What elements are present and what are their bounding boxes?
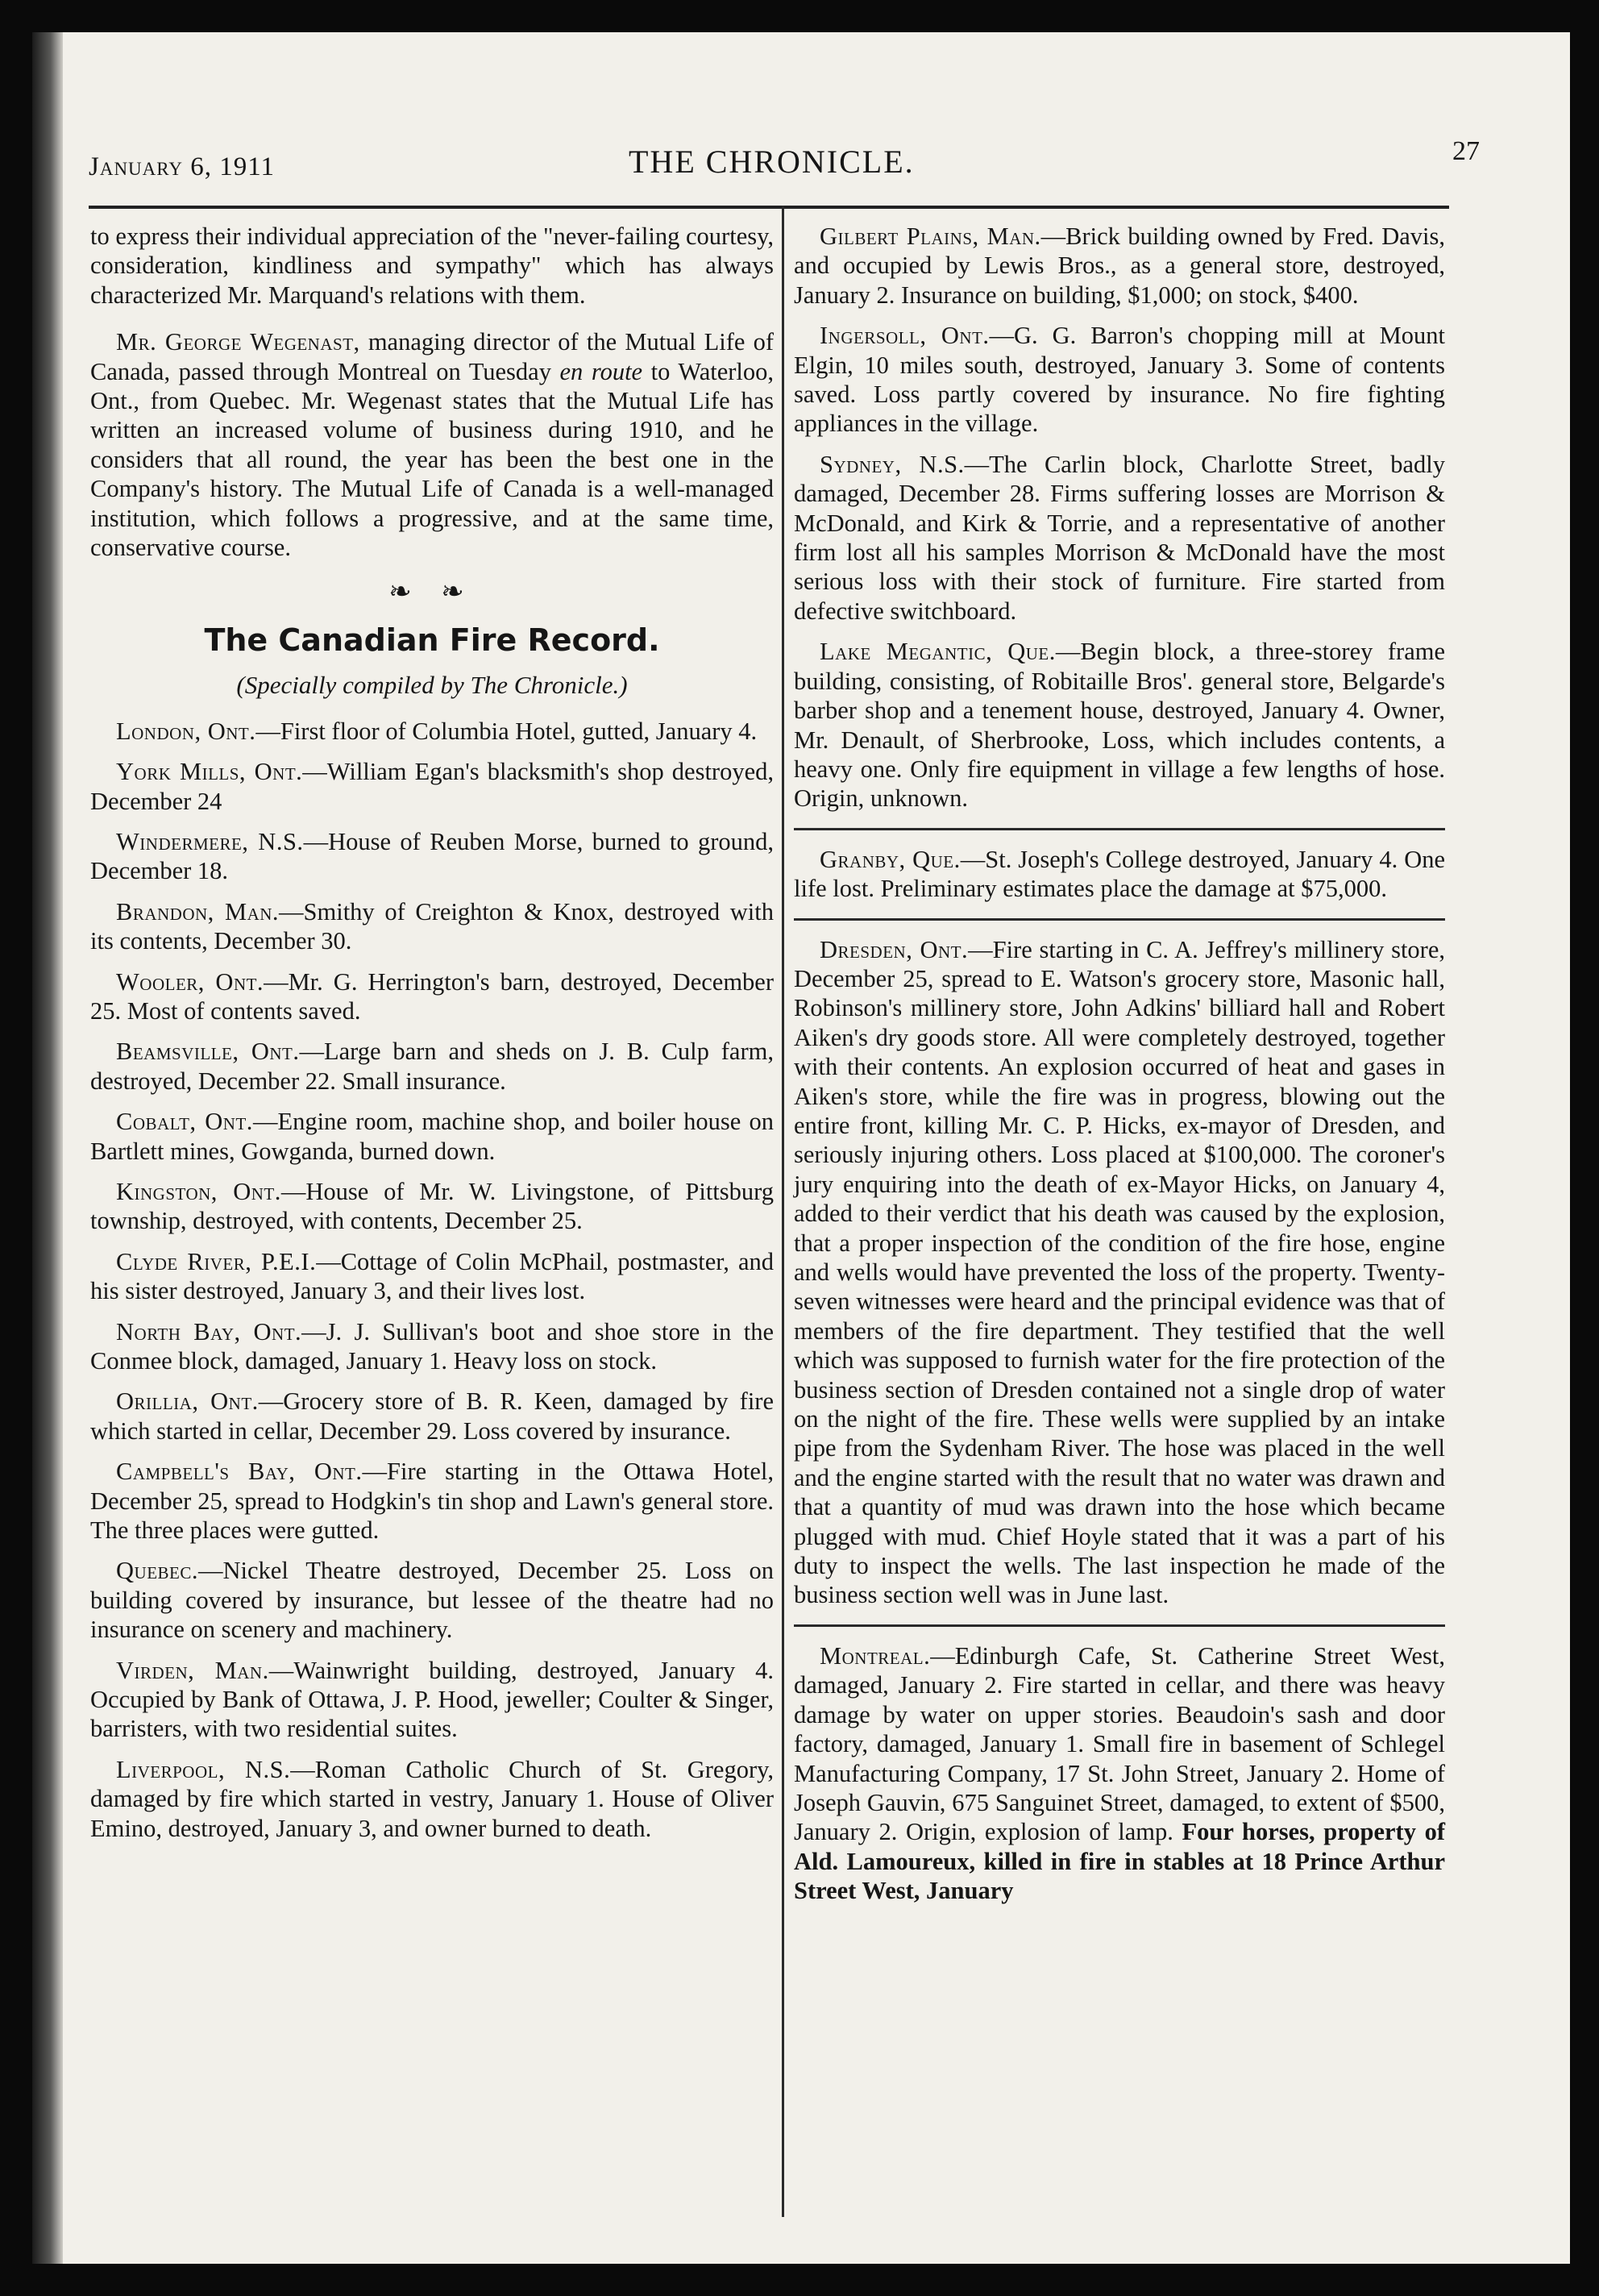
entry-place: Orillia, Ont. bbox=[116, 1387, 259, 1416]
section-title: The Canadian Fire Record. bbox=[204, 622, 660, 658]
entry-text: —The Carlin block, Charlotte Street, badly damaged, December 28. Firms suffering losses are Morrison & McDonald, and Kirk & Torrie, and a representative of another firm lost all his samples Morrison & McDonald have the most serious loss with their stock of furniture. Fire started from defective switchboard. bbox=[794, 450, 1445, 625]
fire-entry bbox=[90, 1387, 774, 1445]
fire-entry bbox=[90, 1656, 774, 1744]
fire-entry bbox=[90, 1755, 774, 1843]
header-title: THE CHRONICLE. bbox=[629, 144, 915, 180]
entry-text: —Smithy of Creighton & Knox, destroyed with its contents, December 30. bbox=[90, 897, 774, 955]
entry-place: Clyde River, P.E.I. bbox=[116, 1247, 317, 1275]
fire-entry bbox=[90, 1317, 774, 1376]
left-column bbox=[90, 222, 774, 1854]
section-subtitle: (Specially compiled by The Chronicle.) bbox=[236, 671, 628, 700]
entry-text: —House of Reuben Morse, burned to ground, December 18. bbox=[90, 827, 775, 885]
entry-text: —Engine room, machine shop, and boiler house on Bartlett mines, Gowganda, burned down. bbox=[90, 1108, 774, 1165]
entry-text: —Fire starting in the Ottawa Hotel, December 25, spread to Hodgkin's tin shop and Lawn's general store. The three places were gutted. bbox=[90, 1458, 774, 1545]
entry-separator bbox=[794, 828, 1445, 830]
entry-place: Dresden, Ont. bbox=[820, 935, 969, 963]
entry-place: Windermere, N.S. bbox=[116, 827, 304, 855]
fire-entry bbox=[90, 1457, 774, 1545]
entry-place: Quebec. bbox=[116, 1557, 198, 1585]
fire-entry bbox=[794, 935, 1445, 1610]
entry-text: —Mr. G. Herrington's barn, destroyed, December 25. Most of contents saved. bbox=[90, 967, 774, 1025]
right-fire-entries bbox=[794, 222, 1445, 1906]
fire-entry bbox=[90, 827, 774, 886]
left-fire-entries bbox=[90, 717, 774, 1843]
entry-text: —Large barn and sheds on J. B. Culp farm, destroyed, December 22. Small insurance. bbox=[90, 1038, 774, 1095]
fire-entry bbox=[90, 1556, 774, 1644]
entry-text: —Fire starting in C. A. Jeffrey's millinery store, December 25, spread to E. Watson's grocery store, Masonic hall, Robinson's millinery store, John Adkins' billiard hall and Robert Aiken's dry goods store. All were completely destroyed, together with their contents. An explosion occurred of heat and gases in Aiken's store, while the fire was in progress, blowing out the entire front, killing Mr. C. P. Hicks, ex-mayor of Dresden, and seriously injuring others. Loss placed at $100,000. The coroner's jury enquiring into the death of ex-Mayor Hicks, on January 4, added to their verdict that his death was caused by the explosion, that a proper inspection of the condition of the fire hose, engine and wells would have prevented the loss of the property. Twenty-seven witnesses were heard and the principal evidence was that of members of the fire department. They testified that the well which was supposed to furnish water for the fire protection of the business section of Dresden contained not a single drop of water on the night of the fire. These wells were supplied by an intake pipe from the Sydenham River. The hose was placed in the well and the engine started with the result that no water was drawn and that a quantity of mud was drawn into the hose which became plugged with mud. Chief Hoyle stated that it was a part of his duty to inspect the wells. The last inspection he made of the business section well was in June last. bbox=[794, 935, 1446, 1609]
entry-text: —Nickel Theatre destroyed, December 25. Loss on building covered by insurance, but lessee of the theatre had no insurance on scenery and machinery. bbox=[90, 1557, 774, 1644]
fleuron-ornament: ❧ ❧ bbox=[388, 577, 476, 608]
fire-entry bbox=[90, 967, 774, 1026]
newspaper-page bbox=[32, 32, 1570, 2264]
page-number: 27 bbox=[1452, 136, 1480, 166]
wegenast-italic: en route bbox=[559, 357, 643, 385]
entry-place: Brandon, Man. bbox=[116, 897, 280, 925]
entry-place: Campbell's Bay, Ont. bbox=[116, 1458, 363, 1486]
entry-text: —First floor of Columbia Hotel, gutted, January 4. bbox=[255, 717, 758, 745]
fire-entry bbox=[794, 637, 1445, 813]
entry-place: Liverpool, N.S. bbox=[116, 1755, 291, 1783]
wegenast-name: Mr. George Wegenast, bbox=[116, 328, 360, 356]
wegenast-paragraph bbox=[90, 327, 774, 562]
fire-entry bbox=[90, 1177, 774, 1236]
entry-separator bbox=[794, 1624, 1445, 1627]
fire-entry bbox=[794, 845, 1445, 904]
entry-place: Lake Megantic, Que. bbox=[820, 638, 1056, 666]
entry-place: Kingston, Ont. bbox=[116, 1177, 281, 1205]
fire-entry bbox=[90, 1247, 774, 1306]
entry-place: York Mills, Ont. bbox=[116, 758, 303, 786]
fire-entry bbox=[794, 222, 1445, 310]
fire-entry bbox=[90, 897, 774, 956]
right-column bbox=[794, 222, 1445, 1917]
fire-entry bbox=[794, 1641, 1445, 1906]
entry-separator bbox=[794, 918, 1445, 921]
entry-text: —Edinburgh Cafe, St. Catherine Street West, damaged, January 2. Fire started in cellar, and there was heavy damage by water on upper stories. Beaudoin's sash and door factory, damaged, January 1. Small fire in basement of Schlegel Manufacturing Company, 17 St. John Street, January 2. Home of Joseph Gauvin, 675 Sanguinet Street, damaged, to extent of $500, January 2. Origin, explosion of lamp. bbox=[794, 1641, 1445, 1846]
header-date: January 6, 1911 bbox=[89, 152, 275, 181]
wegenast-text-2: to Waterloo, Ont., from Quebec. Mr. Wegenast states that the Mutual Life has written an increased volume of business during 1910, and he considers that all round, the year has been the best one in the Company's history. The Mutual Life of Canada is a well-managed institution, which follows a progressive, and at the same time, conservative course. bbox=[90, 357, 774, 562]
fire-entry bbox=[794, 450, 1445, 626]
binding-spine bbox=[32, 32, 63, 2264]
wegenast-text-1: managing director of the Mutual Life of Canada, passed through Montreal on Tuesday bbox=[90, 328, 774, 385]
entry-place: North Bay, Ont. bbox=[116, 1317, 302, 1346]
entry-text: —Wainwright building, destroyed, January 4. Occupied by Bank of Ottawa, J. P. Hood, jeweller; Coulter & Singer, barristers, with two residential suites. bbox=[90, 1656, 774, 1743]
entry-place: Virden, Man. bbox=[116, 1656, 269, 1684]
entry-place: London, Ont. bbox=[116, 717, 256, 745]
entry-place: Beamsville, Ont. bbox=[116, 1038, 300, 1066]
entry-place: Gilbert Plains, Man. bbox=[820, 223, 1041, 250]
fire-entry bbox=[90, 1037, 774, 1096]
page-header bbox=[89, 109, 1480, 181]
entry-text: —Begin block, a three-storey frame building, consisting, of Robitaille Bros'. general store, Belgarde's barber shop and a tenement house, destroyed, January 4. Owner, Mr. Denault, of Sherbrooke, Loss, which includes contents, a heavy one. Only fire equipment in village a few lengths of hose. Origin, unknown. bbox=[794, 638, 1445, 813]
entry-text: —Cottage of Colin McPhail, postmaster, and his sister destroyed, January 3, and their lives lost. bbox=[90, 1247, 774, 1305]
entry-text: —House of Mr. W. Livingstone, of Pittsburg township, destroyed, with contents, December 25. bbox=[90, 1177, 774, 1235]
intro-paragraph: to express their individual appreciation of the "never-failing courtesy, consideration, kindliness and sympathy" which has always characterized Mr. Marquand's relations with them. bbox=[90, 223, 774, 309]
entry-text: —Roman Catholic Church of St. Gregory, damaged by fire which started in vestry, January 1. House of Oliver Emino, destroyed, January 3, and owner burned to death. bbox=[90, 1755, 774, 1842]
entry-text: —J. J. Sullivan's boot and shoe store in the Conmee block, damaged, January 1. Heavy loss on stock. bbox=[90, 1317, 774, 1375]
fire-entry bbox=[90, 1107, 774, 1166]
entry-bold-tail: Four horses, property of Ald. Lamoureux, killed in fire in stables at 18 Prince Arthur Street West, January bbox=[794, 1818, 1445, 1905]
entry-place: Ingersoll, Ont. bbox=[820, 322, 990, 350]
entry-place: Sydney, N.S. bbox=[820, 450, 965, 478]
column-divider bbox=[782, 206, 784, 2217]
entry-text: —St. Joseph's College destroyed, January 4. One life lost. Preliminary estimates place the damage at $75,000. bbox=[794, 845, 1446, 903]
header-rule bbox=[89, 206, 1449, 209]
entry-text: —William Egan's blacksmith's shop destroyed, December 24 bbox=[90, 758, 774, 815]
entry-place: Granby, Que. bbox=[820, 845, 961, 873]
fire-entry bbox=[90, 717, 774, 746]
fire-entry bbox=[90, 757, 774, 816]
entry-place: Montreal. bbox=[820, 1641, 931, 1670]
fire-entry bbox=[794, 321, 1445, 439]
entry-place: Cobalt, Ont. bbox=[116, 1108, 253, 1136]
entry-text: —Brick building owned by Fred. Davis, and occupied by Lewis Bros., as a general store, destroyed, January 2. Insurance on building, $1,000; on stock, $400. bbox=[794, 223, 1446, 309]
entry-place: Wooler, Ont. bbox=[116, 967, 264, 996]
entry-text: —G. G. Barron's chopping mill at Mount Elgin, 10 miles south, destroyed, January 3. Some of contents saved. Loss partly covered by insurance. No fire fighting appliances in the village. bbox=[794, 322, 1446, 438]
entry-text: —Grocery store of B. R. Keen, damaged by fire which started in cellar, December 29. Loss covered by insurance. bbox=[90, 1387, 775, 1445]
